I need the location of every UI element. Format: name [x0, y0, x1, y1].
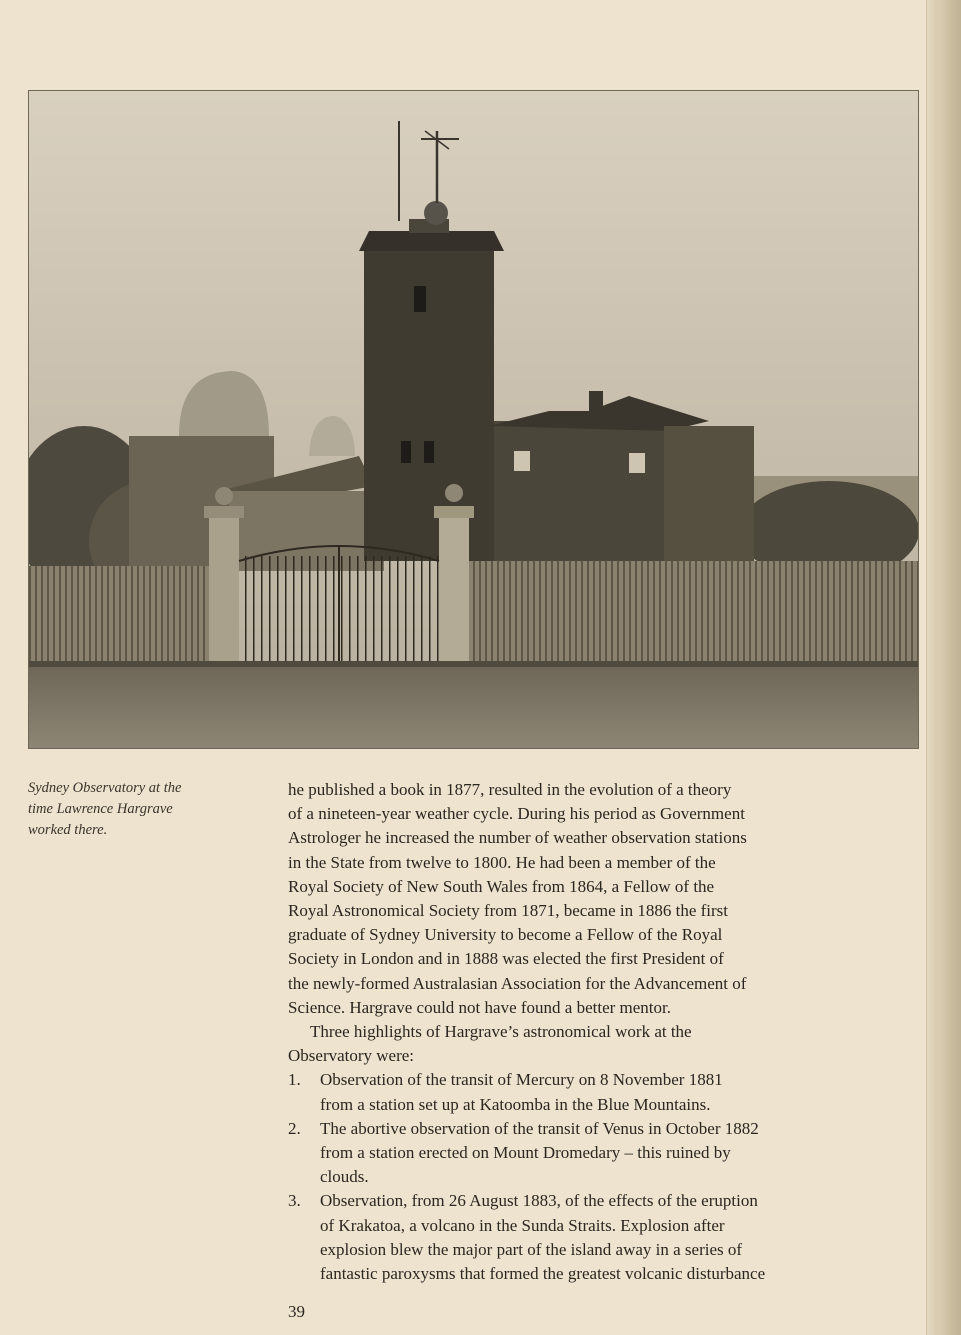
list-item: [288, 1189, 868, 1286]
text-line: Astrologer he increased the number of weather observation stations: [288, 828, 747, 848]
text-line: the newly-formed Australasian Association for the Advancement of: [288, 973, 747, 993]
text-line: Royal Astronomical Society from 1871, became in 1886 the first: [288, 901, 729, 921]
text-line: Science. Hargrave could not have found a better mentor.: [288, 997, 671, 1017]
text-line: from a station set up at Katoomba in the Blue Mountains.: [320, 1094, 711, 1114]
caption-line: Sydney Observatory at the: [28, 780, 182, 796]
text-line: explosion blew the major part of the island away in a series of: [320, 1239, 743, 1259]
text-line: of a nineteen-year weather cycle. During his period as Government: [288, 804, 745, 824]
list-item: [288, 1068, 868, 1116]
page-number: 39: [288, 1302, 305, 1321]
list-item: [288, 1117, 868, 1190]
photo-caption: [28, 778, 243, 841]
list-number: 1.: [288, 1070, 301, 1090]
text-line: Society in London and in 1888 was elected the first President of: [288, 949, 724, 969]
text-line: Observation, from 26 August 1883, of the effects of the eruption: [320, 1191, 758, 1211]
observatory-photo: [28, 90, 919, 749]
caption-line: time Lawrence Hargrave: [28, 801, 173, 817]
text-line: he published a book in 1877, resulted in the evolution of a theory: [288, 780, 732, 799]
text-line: from a station erected on Mount Dromedary – this ruined by: [320, 1143, 731, 1163]
list-number: 3.: [288, 1191, 301, 1211]
text-line: Observatory were:: [288, 1046, 415, 1066]
text-line: of Krakatoa, a volcano in the Sunda Straits. Explosion after: [320, 1215, 725, 1235]
caption-line: worked there.: [28, 822, 108, 838]
text-line: fantastic paroxysms that formed the greatest volcanic disturbance: [320, 1264, 766, 1284]
text-line: Three highlights of Hargrave’s astronomical work at the: [310, 1022, 692, 1042]
text-line: graduate of Sydney University to become a Fellow of the Royal: [288, 925, 723, 945]
text-line: Royal Society of New South Wales from 1864, a Fellow of the: [288, 876, 715, 896]
page-binding-edge: [926, 0, 961, 1335]
list-number: 2.: [288, 1118, 301, 1138]
body-text: [288, 778, 868, 1286]
text-line: in the State from twelve to 1800. He had been a member of the: [288, 852, 716, 872]
text-line: Observation of the transit of Mercury on 8 November 1881: [320, 1070, 723, 1090]
text-line: The abortive observation of the transit of Venus in October 1882: [320, 1118, 759, 1138]
text-line: clouds.: [320, 1167, 369, 1187]
